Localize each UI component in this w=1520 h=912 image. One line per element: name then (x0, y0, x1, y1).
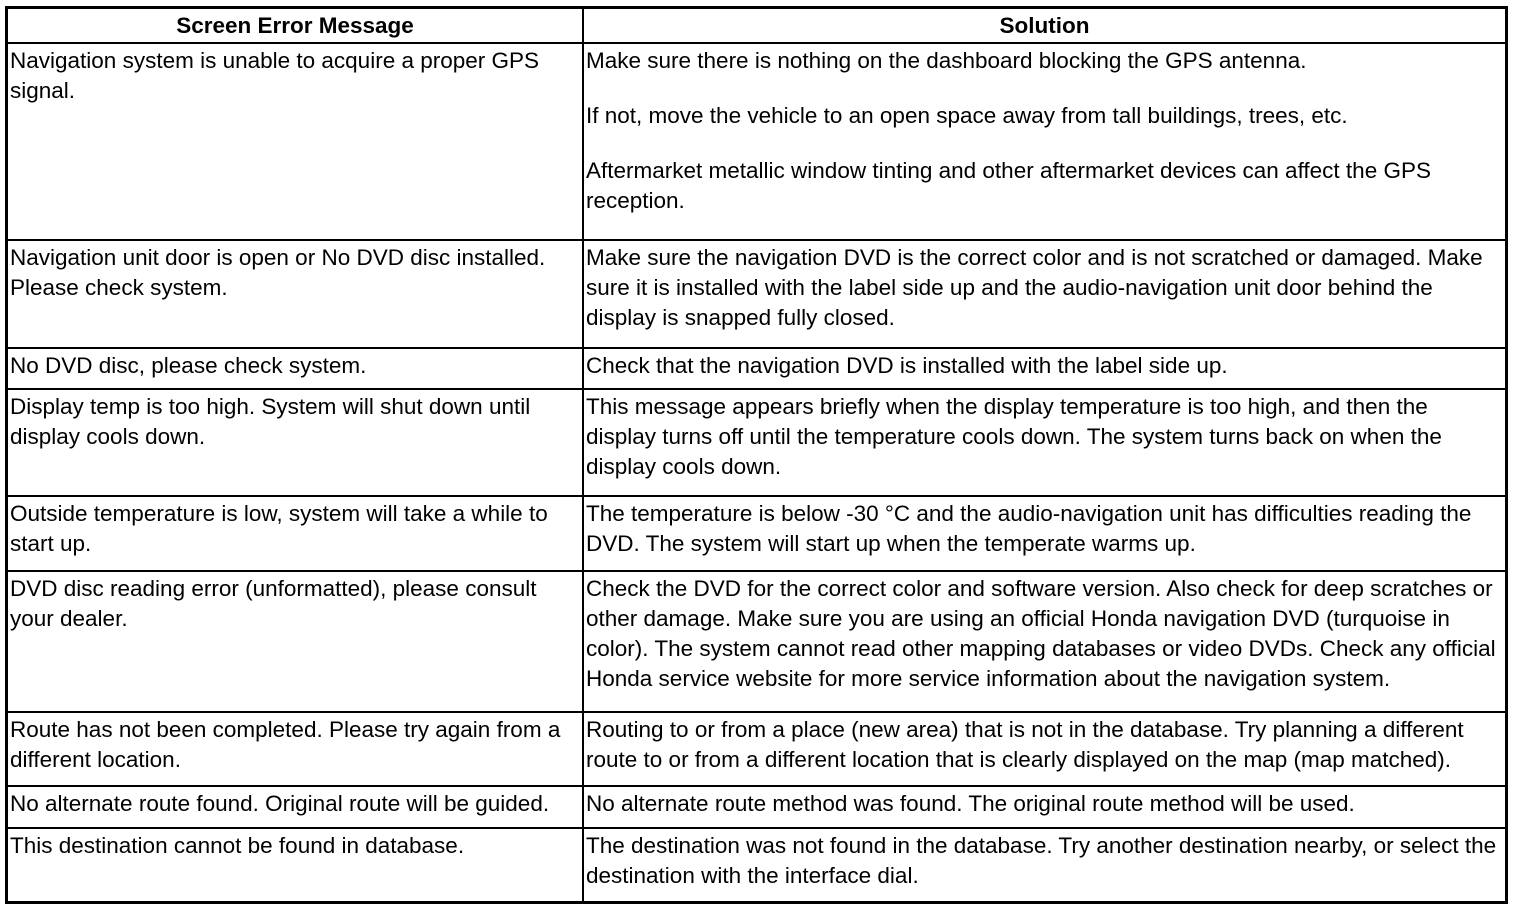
error-message-cell: Navigation system is unable to acquire a proper GPS signal. (8, 43, 583, 240)
solution-cell (583, 348, 1505, 389)
troubleshooting-table (8, 9, 1505, 901)
error-message-cell: Navigation unit door is open or No DVD disc installed. Please check system. (8, 240, 583, 348)
table-row (8, 240, 1505, 348)
solution-cell (583, 240, 1505, 348)
error-message-cell: Route has not been completed. Please try again from a different location. (8, 712, 583, 786)
table-body (8, 43, 1505, 901)
table-row (8, 786, 1505, 827)
solution-paragraph: Make sure there is nothing on the dashboard blocking the GPS antenna. (586, 48, 1307, 73)
header-row (8, 9, 1505, 43)
solution-paragraph: If not, move the vehicle to an open space away from tall buildings, trees, etc. (586, 103, 1348, 128)
solution-cell (583, 571, 1505, 712)
solution-cell (583, 496, 1505, 570)
solution-cell (583, 786, 1505, 827)
solution-paragraph: Make sure the navigation DVD is the correct color and is not scratched or damaged. Make sure it is installed with the label side up and the audio-navigation unit door behind the display is snapped fully closed. (586, 244, 1483, 330)
table-row (8, 712, 1505, 786)
solution-cell (583, 712, 1505, 786)
error-message-cell: DVD disc reading error (unformatted), please consult your dealer. (8, 571, 583, 712)
solution-paragraph: This message appears briefly when the display temperature is too high, and then the display turns off until the temperature cools down. The system turns back on when the display cools down. (586, 393, 1442, 479)
solution-cell (583, 43, 1505, 240)
table-row (8, 389, 1505, 497)
solution-paragraph: Routing to or from a place (new area) that is not in the database. Try planning a different route to or from a different location that is clearly displayed on the map (map matched). (586, 717, 1464, 772)
solution-cell (583, 828, 1505, 901)
error-message-cell: This destination cannot be found in database. (8, 828, 583, 901)
solution-paragraph: The temperature is below -30 °C and the audio-navigation unit has difficulties reading the DVD. The system will start up when the temperate warms up. (586, 501, 1472, 557)
error-message-cell: Outside temperature is low, system will take a while to start up. (8, 496, 583, 570)
solution-cell (583, 389, 1505, 497)
solution-paragraph: Aftermarket metallic window tinting and other aftermarket devices can affect the GPS reception. (586, 158, 1431, 213)
table-row (8, 571, 1505, 712)
solution-paragraph: The destination was not found in the database. Try another destination nearby, or select the destination with the interface dial. (586, 832, 1497, 888)
error-message-cell: Display temp is too high. System will shut down until display cools down. (8, 389, 583, 497)
solution-paragraph: No alternate route method was found. The original route method will be used. (586, 791, 1355, 817)
table-header (8, 9, 1505, 43)
table-row (8, 496, 1505, 570)
table-row (8, 348, 1505, 389)
solution-paragraph: Check the DVD for the correct color and software version. Also check for deep scratches or other damage. Make sure you are using an official Honda navigation DVD (turquoise in color). The system cannot read other mapping databases or video DVDs. Check any official Honda service website for more service information about the navigation system. (586, 575, 1496, 691)
table-row (8, 43, 1505, 240)
error-message-cell: No alternate route found. Original route will be guided. (8, 786, 583, 827)
header-screen-error-message: Screen Error Message (8, 9, 583, 43)
error-message-cell: No DVD disc, please check system. (8, 348, 583, 389)
solution-paragraph: Check that the navigation DVD is installed with the label side up. (586, 352, 1228, 378)
header-solution: Solution (583, 9, 1505, 43)
error-message-table (5, 6, 1508, 904)
table-row (8, 828, 1505, 901)
